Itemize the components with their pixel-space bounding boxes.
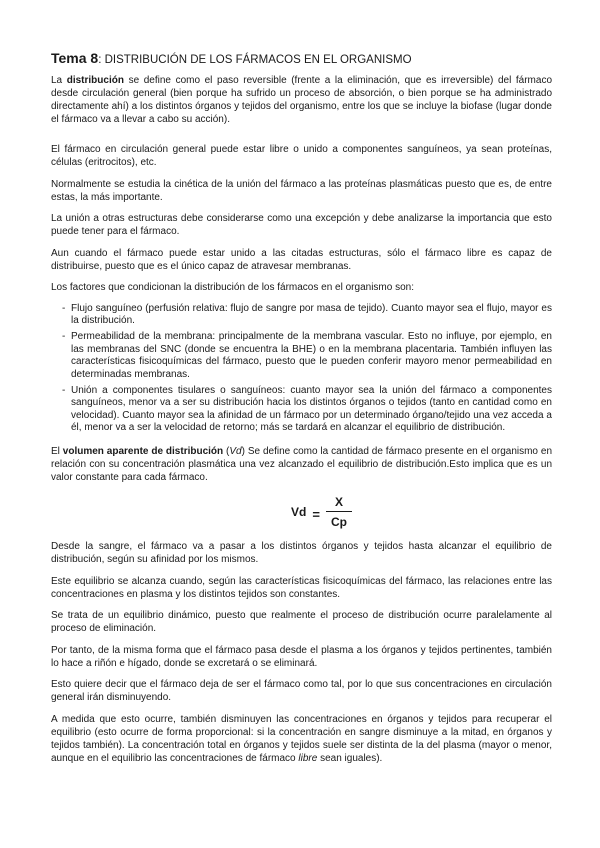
paragraph-factors-intro: Los factores que condicionan la distribución de los fármacos en el organismo son: (51, 282, 414, 293)
paragraph-proportional-decrease (51, 713, 552, 765)
text-run: ( (223, 445, 230, 457)
list-item: - Unión a componentes tisulares o sanguíneos: cuanto mayor sea la unión del fármaco a componentes sanguíneos, menor va a ser su distribución hacia los distintos órganos o tejidos (tanto en cantidad como en velocidad). Cuanto mayor sea la afinidad de un fármaco por un determinado órgano/tejido una vez acceda a él, menor va a ser la velocidad de retorno; más se tardará en alcanzar el equilibrio de distribución. (62, 385, 552, 435)
text-run: ) Se define como la cantidad de fármaco presente en el organismo en relación con su concentración plasmática una vez alcanzado el equilibrio de distribución.Esto implica que es un valor constante para cada fármaco. (51, 445, 553, 483)
paragraph-kidney-liver: Por tanto, de la misma forma que el fármaco pasa desde el plasma a los órganos y tejidos pertinentes, también lo hace a riñón e hígado, donde se excretará o se eliminará. (51, 644, 552, 669)
italic-libre: libre (298, 752, 318, 764)
text-run: se define como el paso reversible (frente a la eliminación, que es irreversible) del fármaco desde circulación general (bien porque ha sufrido un proceso de absorción, o bien porque se ha administrado directamente ahí) a los distintos órganos y tejidos del organismo, entre los que se incluye la biofase (lugar donde el fármaco va a llevar a cabo su acción). (51, 75, 553, 125)
formula-denominator: Cp (330, 515, 347, 530)
paragraph-volume-definition (51, 445, 552, 484)
list-item: - Permeabilidad de la membrana: principalmente de la membrana vascular. Esto no influye, por ejemplo, en las membranas del SNC (donde se encuentra la BHE) o en la membrana placentaria. También influyen las características fisicoquímicas del fármaco, puesto que le pueden conferir mayoro menor permeabilidad en determinadas membranas. (62, 331, 552, 381)
formula-numerator: X (334, 495, 343, 510)
paragraph-distribution-definition (51, 74, 552, 126)
bold-term-distribucion: distribución (66, 75, 124, 86)
paragraph-free-drug: Aun cuando el fármaco puede estar unido a las citadas estructuras, sólo el fármaco libre es capaz de distribuirse, puesto que es el único capaz de atravesar membranas. (51, 247, 552, 272)
paragraph-free-or-bound: El fármaco en circulación general puede estar libre o unido a componentes sanguíneos, ya sean proteínas, células (eritrocitos), etc. (51, 144, 552, 168)
formula-equals: = (312, 506, 320, 522)
formula-lhs: Vd (291, 505, 307, 520)
paragraph-dynamic-equilibrium: Se trata de un equilibrio dinámico, puesto que realmente el proceso de distribución ocurre paralelamente al proceso de eliminación. (51, 610, 552, 635)
page-title (51, 50, 552, 68)
paragraph-concentration-decrease: Esto quiere decir que el fármaco deja de ser el fármaco como tal, por lo que sus concentraciones en circulación general irán disminuyendo. (51, 679, 552, 704)
topic-number: Tema 8 (51, 50, 99, 66)
text-run: sean iguales). (317, 752, 383, 764)
topic-heading: DISTRIBUCIÓN DE LOS FÁRMACOS EN EL ORGANISMO (101, 54, 412, 66)
bold-term-volumen: volumen aparente de distribución (62, 445, 224, 457)
factors-list (51, 303, 552, 435)
paragraph-plasma-proteins: Normalmente se estudia la cinética de la unión del fármaco a las proteínas plasmáticas puesto que es, de entre estas, la más importante. (51, 178, 552, 203)
paragraph-blood-to-organs: Desde la sangre, el fármaco va a pasar a los distintos órganos y tejidos hasta alcanzar el equilibrio de distribución, según su afinidad por los mismos. (51, 541, 552, 566)
topic-colon: : (98, 54, 102, 66)
text-run: A medida que esto ocurre, también disminuyen las concentraciones en órganos y tejidos para recuperar el equilibrio (esto ocurre de forma proporcional: si la concentración en sangre disminuye a la mitad, en órganos y tejidos también). La concentración total en órganos y tejidos suele ser distinta de la del plasma (mayor o menor, aunque en el equilibrio las concentraciones de fármaco (51, 713, 552, 764)
text-run: El (51, 445, 63, 457)
formula-fraction (326, 495, 352, 529)
italic-abbr-vd: Vd (229, 445, 242, 457)
text-run: La (51, 75, 67, 86)
paragraph-other-structures: La unión a otras estructuras debe considerarse como una excepción y debe analizarse la importancia que esto puede tener para el fármaco. (51, 213, 552, 237)
paragraph-equilibrium: Este equilibrio se alcanza cuando, según las características fisicoquímicas del fármaco, las relaciones entre las concentraciones en plasma y los distintos tejidos son constantes. (51, 575, 552, 600)
formula-vd (91, 492, 552, 532)
list-item: - Flujo sanguíneo (perfusión relativa: flujo de sangre por masa de tejido). Cuanto mayor sea el flujo, mayor es la distribución. (62, 303, 552, 328)
